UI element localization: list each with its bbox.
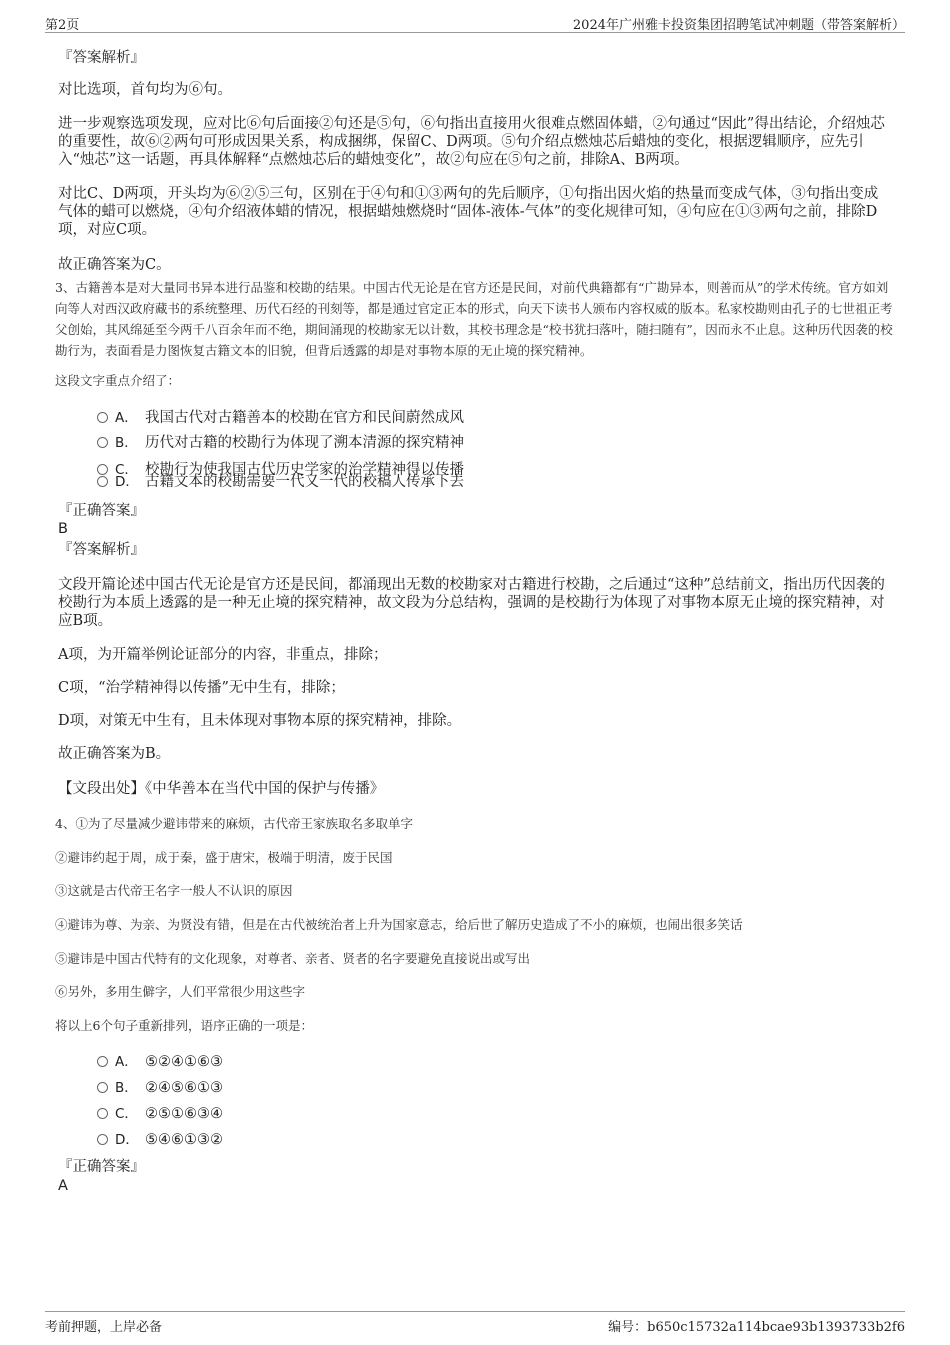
radio-icon[interactable] — [97, 437, 108, 448]
q3-analysis-label: 『答案解析』 — [58, 542, 145, 558]
q4-sentence-5: ⑤避讳是中国古代特有的文化现象，对尊者、亲者、贤者的名字要避免直接说出或写出 — [55, 951, 531, 966]
radio-icon[interactable] — [97, 412, 108, 423]
q2-analysis-p2: 进一步观察选项发现，应对比⑥句后面接②句还是⑤句，⑥句指出直接用火很难点燃固体蜡，②句通过“因此”得出结论，介绍烛芯的重要性，故⑥②两句可形成因果关系，构成捆绑，保留C、D两项。⑤句介绍点燃烛芯后蜡烛的变化，根据逻辑顺序，应先引入“烛芯”这一话题，再具体解释“点燃烛芯后的蜡烛变化”，故②句应在⑤句之前，排除A、B两项。 — [58, 116, 885, 168]
q4-option-a[interactable]: A． ⑤②④①⑥③ — [97, 1053, 223, 1071]
q3-analysis-p4: D项，对策无中生有，且未体现对事物本原的探究精神，排除。 — [58, 713, 462, 729]
q3-option-c[interactable]: C． 校勘行为使我国古代历史学家的治学精神得以传播 — [97, 461, 464, 479]
q3-option-b[interactable]: B． 历代对古籍的校勘行为体现了溯本清源的探究精神 — [97, 434, 464, 452]
q4-option-b[interactable]: B． ②④⑤⑥①③ — [97, 1079, 223, 1097]
document-title: 2024年广州雅卡投资集团招聘笔试冲刺题（带答案解析） — [572, 18, 905, 33]
q4-sentence-6: ⑥另外，多用生僻字，人们平常很少用这些字 — [55, 984, 306, 999]
q4-answer: A — [58, 1178, 68, 1194]
q4-option-c[interactable]: C． ②⑤①⑥③④ — [97, 1105, 223, 1123]
q2-analysis-p3: 对比C、D两项，开头均为⑥②⑤三句，区别在于④句和①③两句的先后顺序，①句指出因火焰的热量而变成气体，③句指出变成气体的蜡可以燃烧，④句介绍液体蜡的情况，根据蜡烛燃烧时“固体-液体-气体”的变化规律可知，④句应在①③两句之前，排除D项，对应C项。 — [58, 186, 879, 238]
q3-question: 这段文字重点介绍了： — [55, 373, 181, 388]
q3-answer: B — [58, 521, 68, 537]
q3-option-a[interactable]: A． 我国古代对古籍善本的校勘在官方和民间蔚然成风 — [97, 409, 464, 427]
q4-sentence-4: ④避讳为尊、为亲、为贤没有错，但是在古代被统治者上升为国家意志，给后世了解历史造成了不小的麻烦，也闹出很多笑话 — [55, 917, 743, 932]
q4-option-d[interactable]: D． ⑤④⑥①③② — [97, 1131, 223, 1149]
q4-answer-label: 『正确答案』 — [58, 1159, 145, 1175]
footer-slogan: 考前押题，上岸必备 — [45, 1320, 163, 1335]
q3-analysis-p2: A项，为开篇举例论证部分的内容，非重点，排除； — [58, 647, 388, 663]
q4-sentence-3: ③这就是古代帝王名字一般人不认识的原因 — [55, 883, 293, 898]
radio-icon[interactable] — [97, 1056, 108, 1067]
q3-source: 【文段出处】《中华善本在当代中国的保护与传播》 — [58, 781, 385, 797]
q3-option-d[interactable]: D． 古籍文本的校勘需要一代又一代的校稿人传承下去 — [97, 473, 464, 491]
q2-analysis-p1: 对比选项，首句均为⑥句。 — [58, 82, 232, 98]
q3-analysis-p3: C项，“治学精神得以传播”无中生有，排除； — [58, 680, 345, 696]
radio-icon[interactable] — [97, 1108, 108, 1119]
q2-conclusion: 故正确答案为C。 — [58, 257, 171, 273]
page-number: 第2页 — [45, 18, 80, 33]
document-serial: 编号：b650c15732a114bcae93b1393733b2f6 — [608, 1320, 905, 1335]
q3-conclusion: 故正确答案为B。 — [58, 746, 171, 762]
q2-analysis-label: 『答案解析』 — [58, 50, 145, 66]
radio-icon[interactable] — [97, 476, 108, 487]
q4-question: 将以上6个句子重新排列，语序正确的一项是： — [55, 1018, 313, 1033]
q3-stem: 3、古籍善本是对大量同书异本进行品鉴和校勘的结果。中国古代无论是在官方还是民间，对前代典籍都有“广勘异本，则善而从”的学术传统。官方如刘向等人对西汉政府藏书的系统整理、历代石经的刊刻等，都是通过官定正本的形式，向天下读书人颁布内容权威的版本。私家校勘则由孔子的七世祖正考父创始，其风绵延至今两千八百余年而不绝，期间涌现的校勘家无以计数，其校书理念是“校书犹扫落叶，随扫随有”，因而永不止息。这种历代因袭的校勘行为，表面看是力图恢复古籍文本的旧貌，但背后透露的却是对事物本原的无止境的探究精神。 — [55, 280, 893, 358]
page-footer — [45, 1311, 905, 1335]
q4-sentence-2: ②避讳约起于周，成于秦，盛于唐宋，极端于明清，废于民国 — [55, 850, 393, 865]
radio-icon[interactable] — [97, 1134, 108, 1145]
q3-analysis-p1: 文段开篇论述中国古代无论是官方还是民间，都涌现出无数的校勘家对古籍进行校勘，之后通过“这种”总结前文，指出历代因袭的校勘行为本质上透露的是一种无止境的探究精神，故文段为分总结构，强调的是校勘行为体现了对事物本原无止境的探究精神，对应B项。 — [58, 577, 885, 629]
q4-sentence-1: 4、①为了尽量减少避讳带来的麻烦，古代帝王家族取名多取单字 — [55, 816, 413, 831]
page-header — [45, 12, 905, 33]
q3-answer-label: 『正确答案』 — [58, 503, 145, 519]
radio-icon[interactable] — [97, 1082, 108, 1093]
